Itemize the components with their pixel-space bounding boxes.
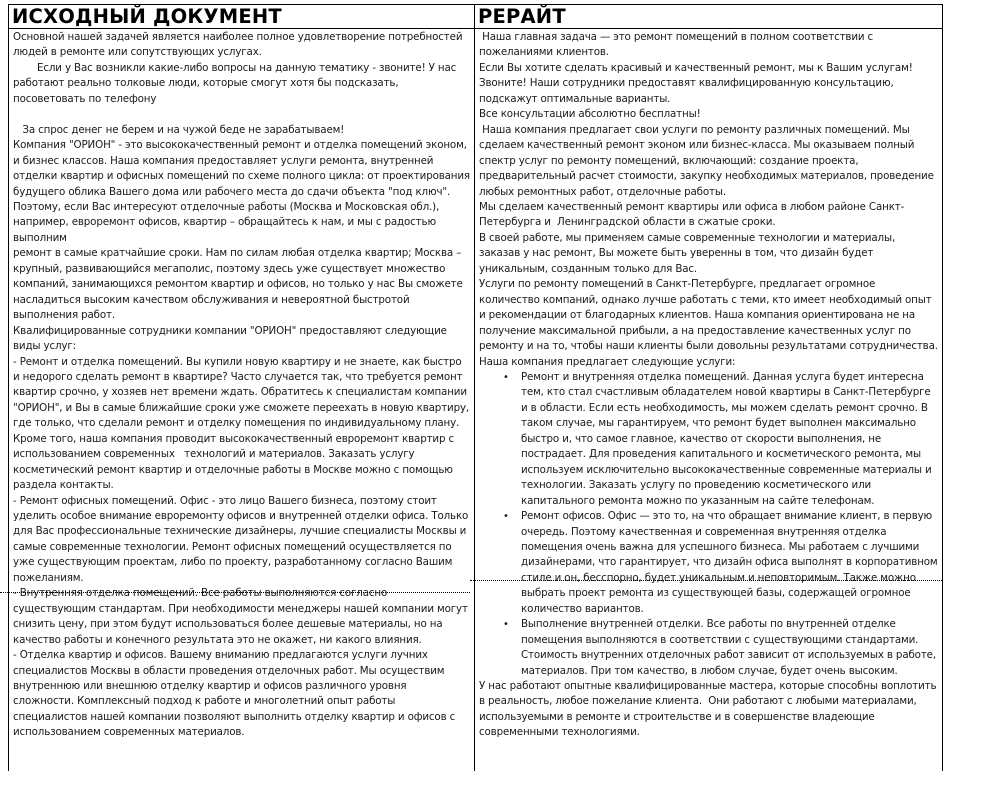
rewrite-service-item — [479, 509, 938, 617]
original-blank-line — [13, 107, 470, 122]
rewrite-paragraph: Мы сделаем качественный ремонт квартиры или офиса в любом районе Санкт-Петербурга и Ленинградской области в сжатые сроки. — [479, 200, 905, 229]
rewrite-paragraph: Все консультации абсолютно бесплатны! — [479, 108, 701, 121]
original-blank-line — [13, 741, 470, 756]
original-paragraph: Основной нашей задачей является наиболее полное удовлетворение потребностей людей в ремонте или сопутствующих услугах. — [13, 31, 466, 59]
comparison-table — [8, 4, 943, 771]
rewrite-paragraph: Наша компания предлагает свои услуги по ремонту различных помещений. Мы сделаем качественный ремонт эконом или бизнес-класса. Мы оказываем полный спектр услуг по ремонту помещений, включающий: создание проекта, предварительный расчет стоимости, закупку необходимых материалов, проведение любых ремонтных работ, отделочные работы. — [479, 123, 937, 198]
rewrite-service-text: Выполнение внутренней отделки. Все работы по внутренней отделке помещения выполняются в соответствии с существующими стандартами. Стоимость внутренних отделочных работ зависит от используемых в работе, материалов. При том качество, в любом случае, будет очень высоким. — [521, 618, 936, 677]
original-paragraph: Если у Вас возникли какие-либо вопросы на данную тематику - звоните! У нас работают реально толковые люди, которые смогут хотя бы подсказать, посоветовать по телефону — [13, 61, 460, 105]
rewrite-closing-paragraph: У нас работают опытные квалифицированные мастера, которые способны воплотить в реальность, любое пожелание клиента. Они работают с любыми материалами, используемыми в ремонте и строительстве и в совершенстве владеющие современными технологиями. — [479, 680, 940, 739]
original-paragraph: - Внутренняя отделка помещений. Все работы выполняются согласно существующим стандартам. При необходимости менеджеры нашей компании могут снизить цену, при этом будут использоваться более дешевые материалы, но на качество работы и конечного результата это не окажет, ни какого влияния. — [13, 587, 471, 646]
rewrite-services-list — [479, 370, 938, 679]
original-paragraph: - Ремонт офисных помещений. Офис - это лицо Вашего бизнеса, поэтому стоит уделить особое внимание евроремонту офисов и внутренней отделки офиса. Только для Вас профессиональные технические дизайнеры, лучшие специалисты Москвы и самые современные технологии. Ремонт офисных помещений осуществляется по уже существующим проектам, либо по проекту, разработанному согласно Вашим пожеланиям. — [13, 494, 472, 584]
rewrite-service-item — [479, 370, 938, 509]
page-break-divider-left — [0, 592, 470, 593]
original-document-body — [9, 29, 474, 756]
original-paragraph: - Отделка квартир и офисов. Вашему вниманию предлагаются услуги лучних специалистов Москвы в области проведения отделочных работ. Мы осуществим внутреннюю или внешнюю отделку квартир и офисов различного уровня сложности. Комплексный подход к работе и многолетний опыт работы специалистов нашей компании позволяют выполнить отделку квартир и офисов с использованием современных материалов. — [13, 649, 459, 739]
original-paragraph: - Ремонт и отделка помещений. Вы купили новую квартиру и не знаете, как быстро и недорого сделать ремонт в квартире? Часто случается так, что требуется ремонт квартир срочно, у хозяев нет времени ждать. Обратитесь к специалистам компании "ОРИОН", и Вы в самые ближайшие сроки уже сможете переехать в новую квартиру, где только, что сделали ремонт и отделку помещения по индивидуальному плану. Кроме того, наша компания проводит высококачественный евроремонт квартир с использованием современных технологий и материалов. Заказать услугу косметический ремонт квартир и отделочные работы в Москве можно с помощью раздела контакты. — [13, 355, 473, 492]
bullet-icon: • — [503, 371, 509, 383]
rewrite-paragraph: Наша главная задача — это ремонт помещений в полном соответствии с пожеланиями клиентов. — [479, 31, 877, 59]
original-paragraph: ремонт в самые кратчайшие сроки. Нам по силам любая отделка квартир; Москва – крупный, развивающийся мегаполис, поэтому здесь уже существует множество компаний, занимающихся ремонтом квартир и офисов, но только у нас Вы сможете насладиться высоким качеством обслуживания и невероятной быстротой выполнения работ. — [13, 247, 466, 322]
original-document-header: ИСХОДНЫЙ ДОКУМЕНТ — [9, 5, 474, 29]
rewrite-paragraph: В своей работе, мы применяем самые современные технологии и материалы, заказав у нас ремонт, Вы можете быть уверенны в том, что дизайн будет уникальным, созданным только для Вас. — [479, 231, 899, 275]
rewrite-service-item — [479, 617, 938, 679]
rewrite-paragraph: Если Вы хотите сделать красивый и качественный ремонт, мы к Вашим услугам! Звоните! Наши сотрудники предоставят квалифицированную консультацию, подскажут оптимальные варианты. — [479, 61, 916, 105]
bullet-icon: • — [503, 511, 509, 523]
rewrite-paragraph: Наша компания предлагает следующие услуги: — [479, 355, 736, 368]
page-break-divider-right — [470, 580, 942, 581]
rewrite-service-text: Ремонт офисов. Офис — это то, на что обращает внимание клиент, в первую очередь. Поэтому качественная и современная внутренняя отделка помещения очень важна для успешного бизнеса. Мы работаем с лучшими дизайнерами, что гарантирует, что дизайн офиса выполнят в корпоративном стиле и он, бесспорно, будет уникальным и неповторимым. Также можно выбрать проект ремонта из существующей базы, содержащей огромное количество вариантов. — [521, 510, 938, 615]
original-document-column — [9, 5, 475, 771]
rewrite-column — [475, 5, 942, 771]
original-paragraph: За спрос денег не берем и на чужой беде не зарабатываем! — [13, 123, 345, 136]
bullet-icon: • — [503, 619, 509, 631]
rewrite-header: РЕРАЙТ — [475, 5, 942, 29]
rewrite-service-text: Ремонт и внутренняя отделка помещений. Данная услуга будет интересна тем, кто стал счастливым обладателем новой квартиры в Санкт-Петербурге и в области. Если есть необходимость, мы можем сделать ремонт срочно. В таком случае, мы гарантируем, что ремонт будет выполнен максимально быстро и, что самое главное, качество от скорости выполнения, не пострадает. Для проведения капитального и косметического ремонта, мы используем исключительно высококачественные современные материалы и технологии. Заказать услугу по проведению косметического или капитального ремонта можно по указанным на сайте телефонам. — [521, 370, 932, 507]
rewrite-paragraph: Услуги по ремонту помещений в Санкт-Петербурге, предлагает огромное количество компаний, однако лучше работать с теми, кто имеет необходимый опыт и рекомендации от благодарных клиентов. Наша компания ориентирована не на получение максимальной прибыли, а на предоставление качественных услуг по ремонту и на то, чтобы наши клиенты были довольны результатами сотрудничества. — [479, 278, 938, 353]
original-paragraph: Компания "ОРИОН" - это высококачественный ремонт и отделка помещений эконом, и бизнес классов. Наша компания предоставляет услуги ремонта, внутренней отделки квартир и офисных помещений по схеме полного цикла: от проектирования будущего облика Вашего дома или рабочего места до сдачи объекта "под ключ". Поэтому, если Вас интересуют отделочные работы (Москва и Московская обл.), например, евроремонт офисов, квартир – обращайтесь к нам, и мы с радостью выполним — [13, 139, 474, 244]
rewrite-body — [475, 29, 942, 741]
original-paragraph: Квалифицированные сотрудники компании "ОРИОН" предоставляют следующие виды услуг: — [13, 324, 450, 353]
